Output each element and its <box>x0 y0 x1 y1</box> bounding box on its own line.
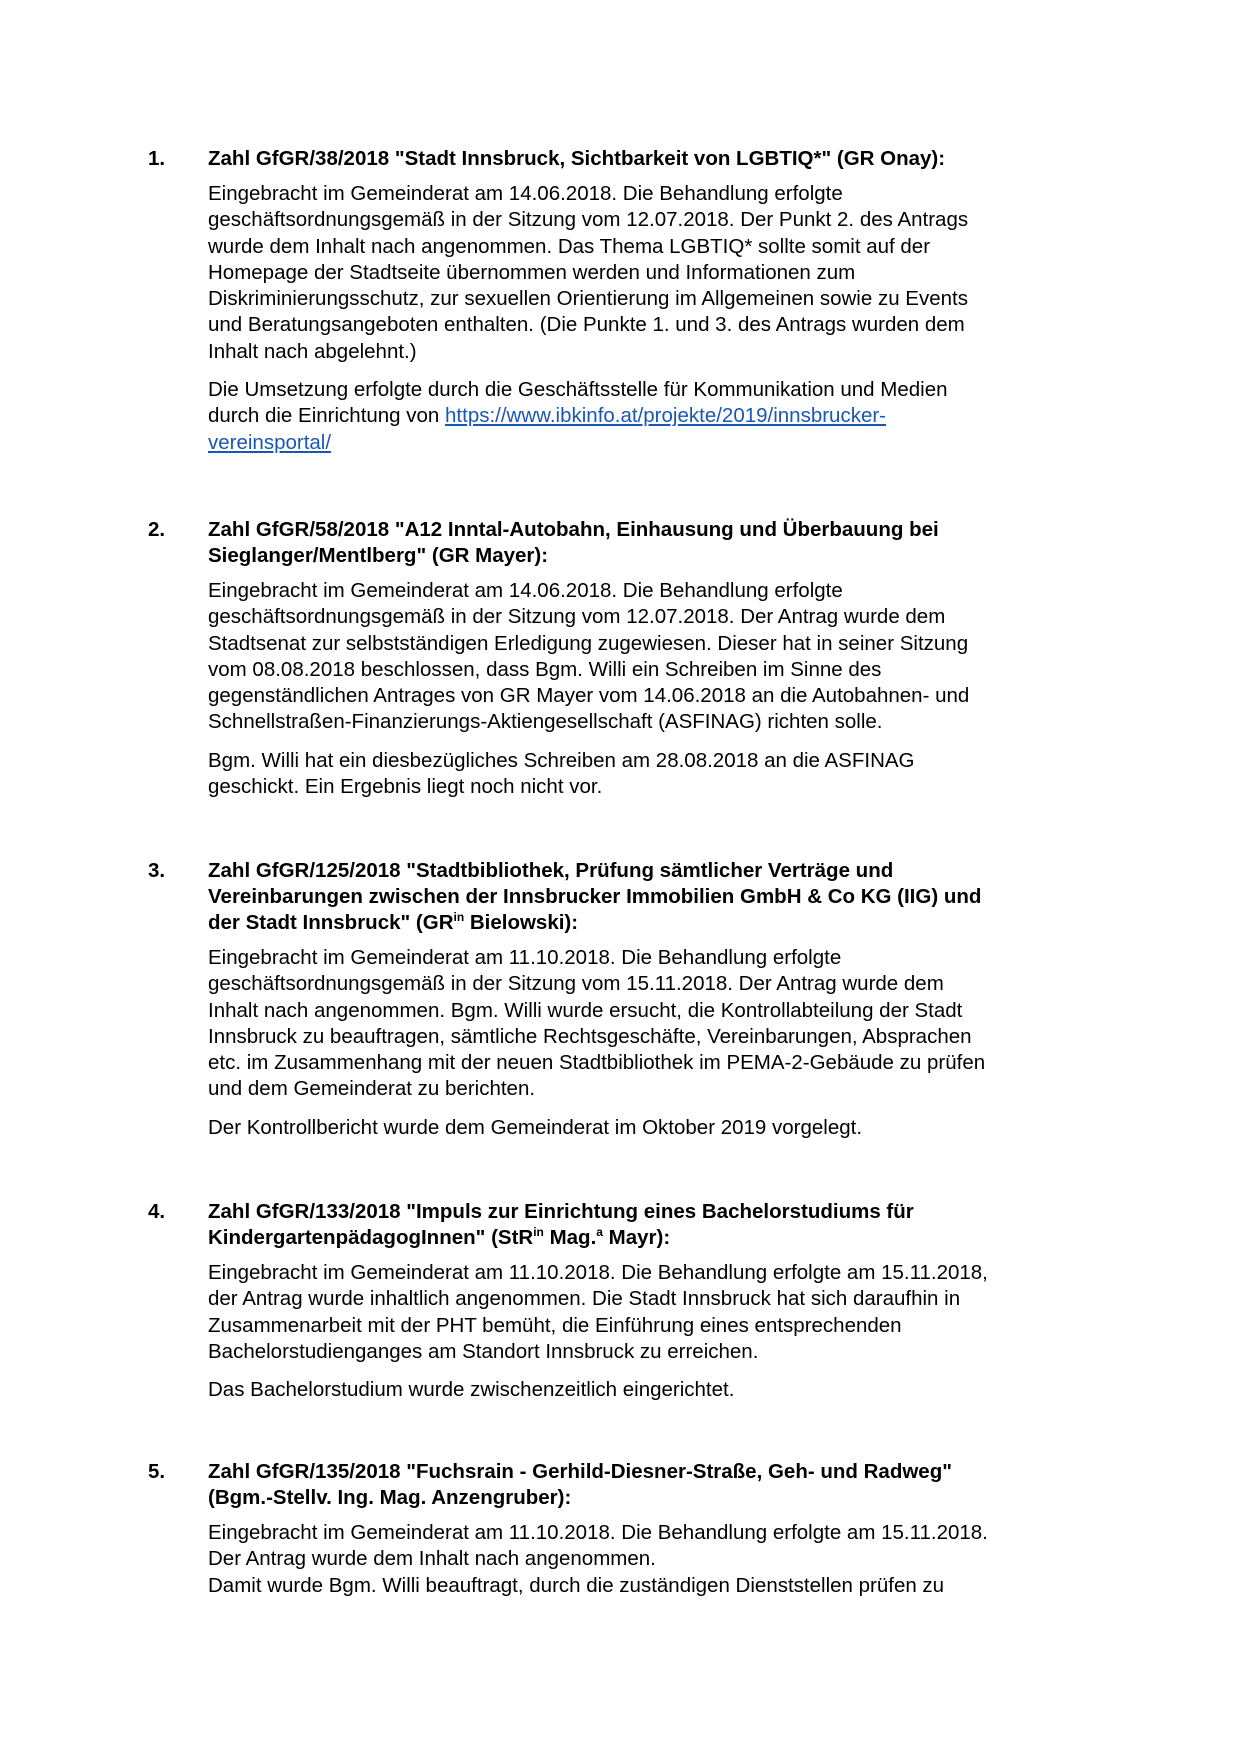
title-superscript: a <box>596 1225 603 1240</box>
text-line: Diskriminierungsschutz, zur sexuellen Orientierung im Allgemeinen sowie zu Events <box>208 287 968 311</box>
text-line: Eingebracht im Gemeinderat am 14.06.2018. Die Behandlung erfolgte <box>208 182 843 205</box>
item-number: 4. <box>148 1200 166 1223</box>
text-line: Schnellstraßen-Finanzierungs-Aktiengesellschaft (ASFINAG) richten solle. <box>208 710 883 734</box>
text-line: Eingebracht im Gemeinderat am 11.10.2018. Die Behandlung erfolgte am 15.11.2018. <box>208 1521 988 1544</box>
agenda-item-3 <box>148 858 1098 1141</box>
text-line: Die Umsetzung erfolgte durch die Geschäftsstelle für Kommunikation und Medien <box>208 378 948 402</box>
title-line: Zahl GfGR/135/2018 "Fuchsrain - Gerhild-Diesner-Straße, Geh- und Radweg" <box>208 1460 952 1483</box>
text-line: Stadtsenat zur selbstständigen Erledigung zugewiesen. Dieser hat in seiner Sitzung <box>208 631 969 655</box>
text-line: geschäftsordnungsgemäß in der Sitzung vom 12.07.2018. Der Antrag wurde dem <box>208 605 946 629</box>
text-line: Der Kontrollbericht wurde dem Gemeinderat im Oktober 2019 vorgelegt. <box>208 1115 863 1139</box>
text-line: Damit wurde Bgm. Willi beauftragt, durch die zuständigen Dienststellen prüfen zu <box>208 1573 945 1597</box>
item-title <box>208 1199 1098 1251</box>
text-line: Eingebracht im Gemeinderat am 14.06.2018. Die Behandlung erfolgte <box>208 579 843 602</box>
item-paragraph <box>208 1260 1098 1365</box>
text-line <box>208 403 1098 429</box>
item-paragraph <box>208 945 1098 1103</box>
item-title <box>208 146 1098 172</box>
text-line: und dem Gemeinderat zu berichten. <box>208 1077 536 1101</box>
item-number: 5. <box>148 1460 166 1483</box>
text-line: der Antrag wurde inhaltlich angenommen. Die Stadt Innsbruck hat sich daraufhin in <box>208 1287 961 1311</box>
title-text: Mayr): <box>602 1226 671 1249</box>
text-line: Bachelorstudienganges am Standort Innsbruck zu erreichen. <box>208 1339 759 1363</box>
text-line: Der Antrag wurde dem Inhalt nach angenommen. <box>208 1547 656 1571</box>
text-line: geschäftsordnungsgemäß in der Sitzung vom 12.07.2018. Der Punkt 2. des Antrags <box>208 208 969 232</box>
item-title <box>208 858 1098 936</box>
item-number: 3. <box>148 859 166 882</box>
text-line: Zusammenarbeit mit der PHT bemüht, die Einführung eines entsprechenden <box>208 1313 902 1337</box>
item-title <box>208 1459 1098 1511</box>
text-line: Eingebracht im Gemeinderat am 11.10.2018. Die Behandlung erfolgte am 15.11.2018, <box>208 1261 988 1284</box>
agenda-item-5 <box>148 1459 1098 1599</box>
agenda-item-4 <box>148 1199 1098 1403</box>
text-line: Bgm. Willi hat ein diesbezügliches Schreiben am 28.08.2018 an die ASFINAG <box>208 748 915 772</box>
item-paragraph <box>208 1520 1098 1599</box>
title-line: Zahl GfGR/38/2018 "Stadt Innsbruck, Sichtbarkeit von LGBTIQ*" (GR Onay): <box>208 147 946 170</box>
item-paragraph <box>208 181 1098 365</box>
title-line: Vereinbarungen zwischen der Innsbrucker Immobilien GmbH & Co KG (IIG) und <box>208 885 982 908</box>
text-line: Das Bachelorstudium wurde zwischenzeitlich eingerichtet. <box>208 1378 735 1402</box>
title-text: Bielowski): <box>464 911 579 934</box>
text-line: vom 08.08.2018 beschlossen, dass Bgm. Willi ein Schreiben im Sinne des <box>208 657 882 681</box>
item-paragraph <box>208 748 1098 801</box>
item-paragraph <box>208 377 1098 456</box>
title-superscript: in <box>533 1225 544 1240</box>
text-line <box>208 430 1098 456</box>
item-paragraph <box>208 1377 1098 1403</box>
title-line <box>208 910 1098 936</box>
title-line: Zahl GfGR/58/2018 "A12 Inntal-Autobahn, Einhausung und Überbauung bei <box>208 518 939 541</box>
title-line: Zahl GfGR/133/2018 "Impuls zur Einrichtung eines Bachelorstudiums für <box>208 1200 914 1223</box>
item-paragraph <box>208 1115 1098 1141</box>
text-line: und Beratungsangeboten enthalten. (Die Punkte 1. und 3. des Antrags wurden dem <box>208 313 965 337</box>
title-line: (Bgm.-Stellv. Ing. Mag. Anzengruber): <box>208 1486 572 1509</box>
link-prefix: durch die Einrichtung von <box>208 404 446 428</box>
item-number: 2. <box>148 518 166 541</box>
text-line: etc. im Zusammenhang mit der neuen Stadtbibliothek im PEMA-2-Gebäude zu prüfen <box>208 1051 986 1075</box>
title-line <box>208 1225 1098 1251</box>
text-line: gegenständlichen Antrages von GR Mayer vom 14.06.2018 an die Autobahnen- und <box>208 684 970 708</box>
text-line: Inhalt nach abgelehnt.) <box>208 339 417 363</box>
text-line: Eingebracht im Gemeinderat am 11.10.2018. Die Behandlung erfolgte <box>208 946 842 969</box>
title-line: Sieglanger/Mentlberg" (GR Mayer): <box>208 544 549 567</box>
vereinsportal-link-continuation[interactable]: vereinsportal/ <box>208 430 332 454</box>
text-line: Homepage der Stadtseite übernommen werden und Informationen zum <box>208 260 856 284</box>
title-superscript: in <box>453 910 465 925</box>
agenda-item-1 <box>148 146 1098 456</box>
title-text: der Stadt Innsbruck" (GR <box>208 911 454 934</box>
item-number: 1. <box>148 147 166 170</box>
vereinsportal-link[interactable]: https://www.ibkinfo.at/projekte/2019/innsbrucker- <box>445 404 887 428</box>
title-text: Mag. <box>543 1226 597 1249</box>
text-line: geschickt. Ein Ergebnis liegt noch nicht vor. <box>208 775 603 799</box>
text-line: geschäftsordnungsgemäß in der Sitzung vom 15.11.2018. Der Antrag wurde dem <box>208 972 944 996</box>
text-line: wurde dem Inhalt nach angenommen. Das Thema LGBTIQ* sollte somit auf der <box>208 234 931 258</box>
text-line: Innsbruck zu beauftragen, sämtliche Rechtsgeschäfte, Vereinbarungen, Absprachen <box>208 1024 972 1048</box>
text-line: Inhalt nach angenommen. Bgm. Willi wurde ersucht, die Kontrollabteilung der Stadt <box>208 998 963 1022</box>
item-title <box>208 517 1098 569</box>
item-paragraph <box>208 578 1098 736</box>
title-text: KindergartenpädagogInnen" (StR <box>208 1226 534 1249</box>
title-line: Zahl GfGR/125/2018 "Stadtbibliothek, Prüfung sämtlicher Verträge und <box>208 859 894 882</box>
agenda-item-2 <box>148 517 1098 800</box>
